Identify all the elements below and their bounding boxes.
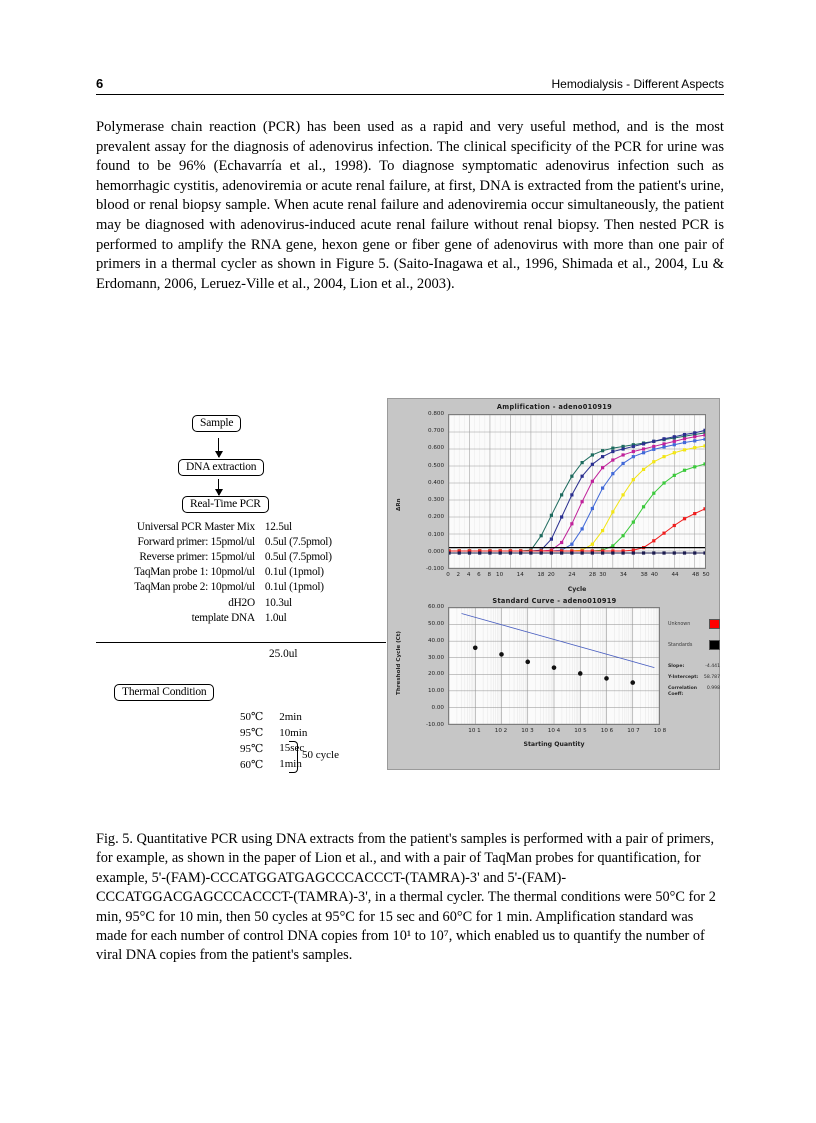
step-duration: 2min (279, 710, 302, 723)
y-tick-label: 0.400 (427, 479, 444, 486)
reagent-label: TaqMan probe 2: 10pmol/ul (134, 581, 255, 594)
y-tick-label: 0.00 (431, 705, 444, 712)
x-tick-label: 50 (702, 572, 710, 578)
standard-curve-chart (388, 595, 721, 771)
reagent-volume: 10.3ul (264, 596, 292, 609)
node-realtime-pcr: Real-Time PCR (182, 496, 269, 513)
reaction-mix-row (96, 519, 386, 534)
reagent-label: dH2O (228, 596, 255, 609)
x-tick-label: 10 2 (494, 728, 508, 734)
stat-label: Correlation Coeff: (668, 686, 698, 697)
amplification-chart (388, 401, 721, 601)
regression-stat (668, 675, 720, 681)
x-tick-label: 10 6 (600, 728, 614, 734)
figure-5 (96, 398, 724, 773)
reagent-volume: 1.0ul (264, 611, 287, 624)
node-thermal-condition: Thermal Condition (114, 684, 214, 701)
x-tick-label: 10 3 (521, 728, 534, 734)
step-temperature: 60℃ (239, 758, 264, 771)
x-tick-label: 48 (692, 572, 700, 578)
x-tick-label: 10 4 (547, 728, 561, 734)
y-tick-label: -0.100 (425, 566, 444, 572)
reagent-volume: 12.5ul (264, 520, 292, 533)
amplification-plot-area (448, 414, 706, 569)
y-tick-label: 60.00 (427, 604, 444, 610)
cycle-brace (289, 741, 298, 773)
x-tick-label: 18 (537, 572, 545, 578)
x-tick-label: 40 (650, 572, 658, 578)
standard-curve-x-axis-label: Starting Quantity (523, 741, 585, 748)
x-tick-label: 2 (456, 572, 461, 578)
x-tick-label: 34 (619, 572, 627, 578)
reaction-mix-row (96, 549, 386, 564)
figure-caption: Fig. 5. Quantitative PCR using DNA extracts from the patient's samples is performed with a pair of primers, for example, as shown in the paper of Lion et al., and with a pair of TaqMan probes for quantification, for example, 5'-(FAM)-CCCATGGATGAGCCCACCCT-(TAMRA)-3' and 5'-(FAM)-CCCATGGACGAGCCCACCCT-(TAMRA)-3', in a thermal cycler. The thermal conditions were 50°C for 2 min, 95°C for 10 min, then 50 cycles at 95°C for 15 sec and 60°C for 1 min. Amplification standard was made for each number of control DNA copies from 10¹ to 10⁷, which enabled us to quantify the number of viral DNA copies from the patient's samples. (96, 831, 716, 964)
y-tick-label: 0.000 (427, 548, 444, 555)
amplification-y-axis-label: ΔRn (396, 498, 402, 511)
y-tick-label: 0.500 (427, 462, 444, 469)
x-tick-label: 10 8 (653, 728, 667, 734)
total-volume: 25.0ul (269, 648, 298, 660)
thermal-step-row (96, 709, 346, 725)
x-tick-label: 6 (477, 572, 481, 578)
stat-value: 58.787 (703, 675, 720, 680)
y-tick-label: 10.00 (427, 688, 444, 695)
y-tick-label: 0.800 (427, 411, 444, 417)
standard-curve-points (449, 608, 659, 724)
page-number: 6 (96, 76, 104, 91)
standard-curve-legend (668, 619, 720, 703)
y-tick-label: 0.700 (427, 428, 444, 435)
book-title: Hemodialysis - Different Aspects (551, 77, 724, 91)
standard-curve-y-axis-label: Threshold Cycle (Ct) (396, 631, 402, 695)
y-tick-label: 30.00 (427, 654, 444, 661)
legend-item (668, 640, 720, 650)
x-tick-label: 30 (599, 572, 607, 578)
y-tick-label: -10.00 (425, 722, 444, 728)
x-tick-label: 24 (568, 572, 576, 578)
step-duration: 15sec (279, 742, 305, 755)
x-tick-label: 8 (487, 572, 492, 578)
step-duration: 1min (279, 758, 302, 771)
x-tick-label: 38 (640, 572, 648, 578)
x-tick-label: 28 (588, 572, 597, 578)
legend-item (668, 619, 720, 629)
y-tick-label: 50.00 (427, 620, 444, 627)
amplification-curves (449, 415, 705, 568)
reagent-label: template DNA (191, 611, 255, 624)
y-tick-label: 20.00 (427, 671, 444, 678)
legend-label: Standards (668, 642, 693, 648)
x-tick-label: 14 (516, 572, 524, 578)
x-tick-label: 10 7 (627, 728, 640, 734)
reagent-volume: 0.1ul (1pmol) (264, 581, 324, 594)
reagent-label: Forward primer: 15pmol/ul (137, 535, 255, 548)
step-temperature: 95℃ (239, 727, 264, 740)
reagent-label: Reverse primer: 15pmol/ul (139, 550, 255, 563)
stat-label: Y-Intercept: (668, 675, 699, 680)
reagent-volume: 0.5ul (7.5pmol) (264, 535, 332, 548)
reaction-mix-row (96, 610, 386, 625)
x-tick-label: 10 5 (574, 728, 587, 734)
reaction-mix-row (96, 534, 386, 549)
node-dna-extraction: DNA extraction (178, 459, 264, 476)
reaction-mix-row (96, 565, 386, 580)
pcr-protocol-diagram (96, 403, 386, 773)
total-divider (96, 642, 386, 643)
x-tick-label: 10 1 (468, 728, 481, 734)
cycle-count-label: 50 cycle (302, 749, 339, 761)
standard-curve-plot-area (448, 607, 660, 725)
step-duration: 10min (279, 726, 308, 739)
x-tick-label: 44 (671, 572, 679, 578)
arrow-sample-to-dna (218, 438, 219, 457)
thermal-condition-table (96, 709, 346, 772)
amplification-chart-title: Amplification - adeno010919 (496, 403, 613, 411)
y-tick-label: 0.600 (427, 445, 444, 452)
thermal-step-row (96, 725, 346, 741)
y-tick-label: 0.200 (427, 514, 444, 521)
legend-color-swatch (709, 619, 720, 629)
step-temperature: 50℃ (239, 711, 264, 724)
reagent-volume: 0.5ul (7.5pmol) (264, 550, 332, 563)
y-tick-label: 0.300 (427, 497, 444, 504)
reaction-mix-row (96, 595, 386, 610)
page-header (96, 76, 724, 95)
legend-label: Unknown (668, 621, 691, 627)
reagent-label: Universal PCR Master Mix (136, 520, 255, 533)
regression-stat (668, 686, 720, 698)
stat-value: 0.998 (706, 686, 720, 691)
arrow-dna-to-pcr (218, 479, 219, 495)
stat-label: Slope: (668, 664, 685, 669)
body-paragraph: Polymerase chain reaction (PCR) has been used as a rapid and very useful method, and is the most prevalent assay for the diagnosis of adenovirus infection. The clinical specificity of the PCR for urine was found to be 96% (Echavarría et al., 1998). To diagnose symptomatic adenovirus infection such as hemorrhagic cystitis, adenoviremia or acute renal failure, at first, DNA is extracted from the patient's urine, blood or renal biopsy sample. When acute renal failure and adenoviremia occur simultaneously, the patient may be diagnosed with adenovirus-induced acute renal failure without renal biopsy. Then nested PCR is performed to amplify the RNA gene, hexon gene or fiber gene of adenovirus with more than one pair of primers in a thermal cycler as shown in Figure 5. (Saito-Inagawa et al., 1996, Shimada et al., 2004, Lu & Erdomann, 2006, Leruez-Ville et al., 2004, Lion et al., 2003). (96, 119, 724, 292)
node-sample: Sample (192, 415, 241, 432)
legend-color-swatch (709, 640, 720, 650)
reagent-label: TaqMan probe 1: 10pmol/ul (134, 566, 255, 579)
reaction-mix-row (96, 580, 386, 595)
step-temperature: 95℃ (239, 742, 264, 755)
stat-value: -4.441 (705, 664, 720, 669)
x-tick-label: 20 (547, 572, 555, 578)
x-tick-label: 4 (466, 572, 471, 578)
amplification-x-axis-label: Cycle (567, 586, 587, 593)
y-tick-label: 40.00 (427, 637, 444, 644)
y-tick-label: 0.100 (427, 531, 444, 538)
regression-stat (668, 664, 720, 670)
x-tick-label: 10 (496, 572, 504, 578)
reagent-volume: 0.1ul (1pmol) (264, 566, 324, 579)
x-tick-label: 0 (446, 572, 450, 578)
qpcr-instrument-panel (387, 398, 720, 770)
reaction-mix-table (96, 519, 386, 625)
standard-curve-chart-title: Standard Curve - adeno010919 (492, 597, 617, 605)
